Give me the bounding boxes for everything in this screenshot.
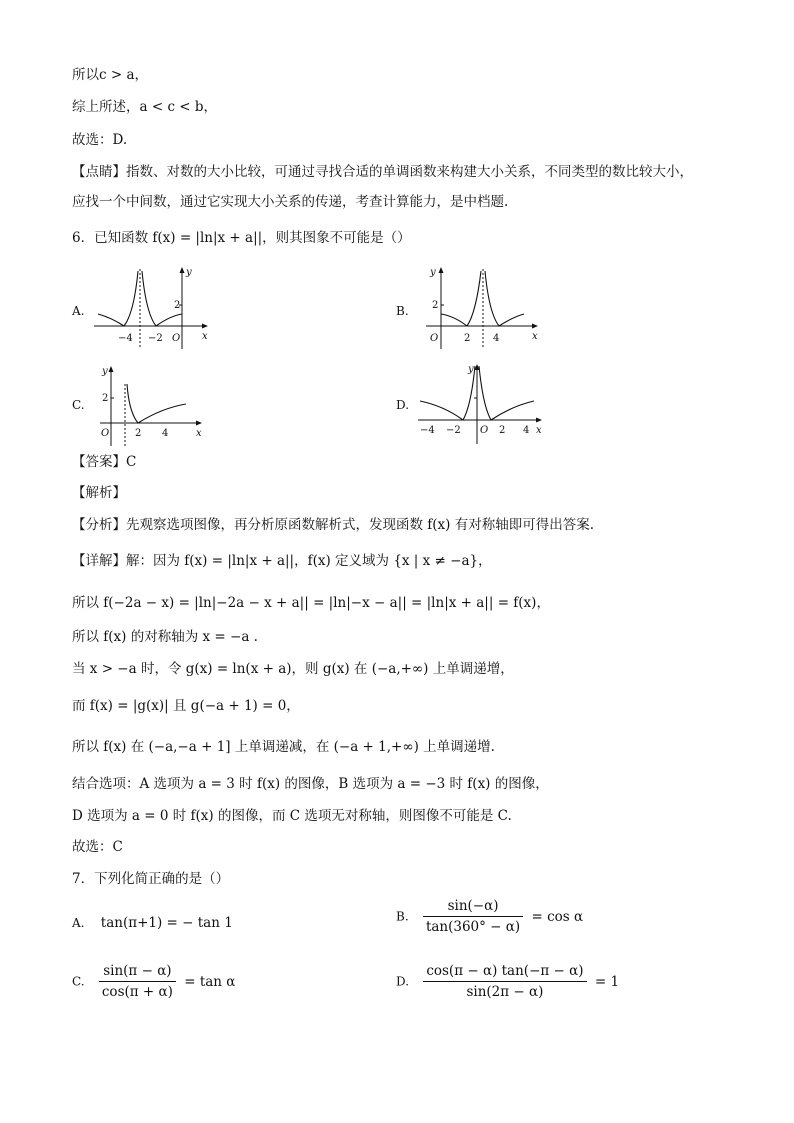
graph-a-origin: O [172,333,181,344]
q7-option-a-expr: tan(π+1) = − tan 1 [100,915,233,931]
detail-line-6: 所以 f(x) 在 (−a,−a + 1] 上单调递减，在 (−a + 1,+∞) 上单调递增. [72,739,495,755]
graph-c-tick: 4 [162,428,169,439]
graph-d-tick: 4 [523,425,530,436]
analysis-summary: 【分析】先观察选项图像，再分析原函数解析式，发现函数 f(x) 有对称轴即可得出答案. [72,517,595,533]
q7-option-b-denominator: tan(360° − α) [425,919,521,935]
q7-option-b-label: B. [396,909,409,924]
tip-line-2: 应找一个中间数，通过它实现大小关系的传递，考查计算能力，是中档题. [72,194,509,210]
graph-c-origin: O [101,428,110,439]
detail-line-2: 所以 f(−2a − x) = |ln|−2a − x + a|| = |ln|−x − a|| = |ln|x + a|| = f(x)， [72,595,550,611]
analysis-tag: 【解析】 [72,485,126,501]
graph-d-y-label: y [468,364,474,375]
graph-d-origin: O [480,425,489,436]
detail-line-7: 结合选项：A 选项为 a = 3 时 f(x) 的图像，B 选项为 a = −3 时 f(x) 的图像， [72,776,549,792]
graph-c-tick: 2 [102,393,109,404]
detail-line-1: 【详解】解：因为 f(x) = |ln|x + a||，f(x) 定义域为 {x | x ≠ −a}， [72,553,492,569]
q7-option-a-label: A. [72,916,85,930]
q6-option-d-label: D. [396,398,410,412]
q6-option-a-label: A. [72,304,85,318]
graph-c-x-label: x [196,428,202,439]
question-7-stem: 7．下列化简正确的是（） [72,871,230,887]
q7-option-a [72,915,233,931]
q7-option-c-numerator: sin(π − α) [99,963,176,982]
text-line-3: 故选：D. [72,132,128,148]
q7-option-c-denominator: cos(π + α) [101,984,173,1000]
question-6-stem: 6．已知函数 f(x) = |ln|x + a||，则其图象不可能是（） [72,230,411,246]
graph-a-y-label: y [186,267,192,278]
detail-line-5: 而 f(x) = |g(x)| 且 g(−a + 1) = 0， [72,698,300,714]
graph-option-b [418,265,543,350]
graph-b-tick: 4 [493,333,500,344]
q7-option-b-tail: = cos α [531,908,584,925]
graph-option-a [90,265,210,350]
graph-d-tick: −2 [446,425,461,436]
text-line-1: 所以c > a， [72,67,149,83]
q6-option-c-label: C. [72,398,85,412]
q7-option-d-denominator: sin(2π − α) [466,984,544,1000]
graph-c-y-label: y [102,366,108,377]
detail-line-3: 所以 f(x) 的对称轴为 x = −a . [72,629,258,645]
graph-a-tick: −4 [118,333,133,344]
q7-option-c [72,963,235,1000]
detail-line-8: D 选项为 a = 0 时 f(x) 的图像，而 C 选项无对称轴，则图像不可能是 C. [72,808,512,824]
graph-b-tick: 2 [432,300,439,311]
graph-a-tick: 2 [174,300,181,311]
graph-d-tick: 2 [499,425,506,436]
graph-option-c [92,362,207,447]
q7-option-d [396,963,619,1000]
graph-b-x-label: x [532,331,538,342]
text-line-2: 综上所述，a < c < b， [72,99,218,115]
tip-line-1: 【点睛】指数、对数的大小比较，可通过寻找合适的单调函数来构建大小关系，不同类型的数比较大小， [72,164,693,180]
graph-b-y-label: y [430,267,436,278]
q7-option-d-tail: = 1 [594,973,620,990]
q7-option-b-numerator: sin(−α) [423,898,523,917]
q7-option-c-label: C. [72,974,85,989]
graph-b-tick: 2 [464,333,471,344]
graph-option-d [416,360,546,445]
q7-option-b [396,898,583,935]
graph-a-tick: −2 [148,333,163,344]
graph-d-x-label: x [536,425,542,436]
detail-line-4: 当 x > −a 时，令 g(x) = ln(x + a)，则 g(x) 在 (−a,+∞) 上单调递增， [72,661,514,677]
q7-option-d-label: D. [396,974,410,989]
graph-c-tick: 2 [135,428,142,439]
graph-a-x-label: x [202,331,208,342]
detail-line-9: 故选：C [72,839,123,855]
answer-tag: 【答案】C [72,454,137,470]
q7-option-d-numerator: cos(π − α) tan(−π − α) [423,963,586,982]
graph-b-origin: O [430,333,439,344]
graph-d-tick: −4 [420,425,435,436]
q6-option-b-label: B. [396,304,409,318]
q7-option-c-tail: = tan α [184,973,236,990]
